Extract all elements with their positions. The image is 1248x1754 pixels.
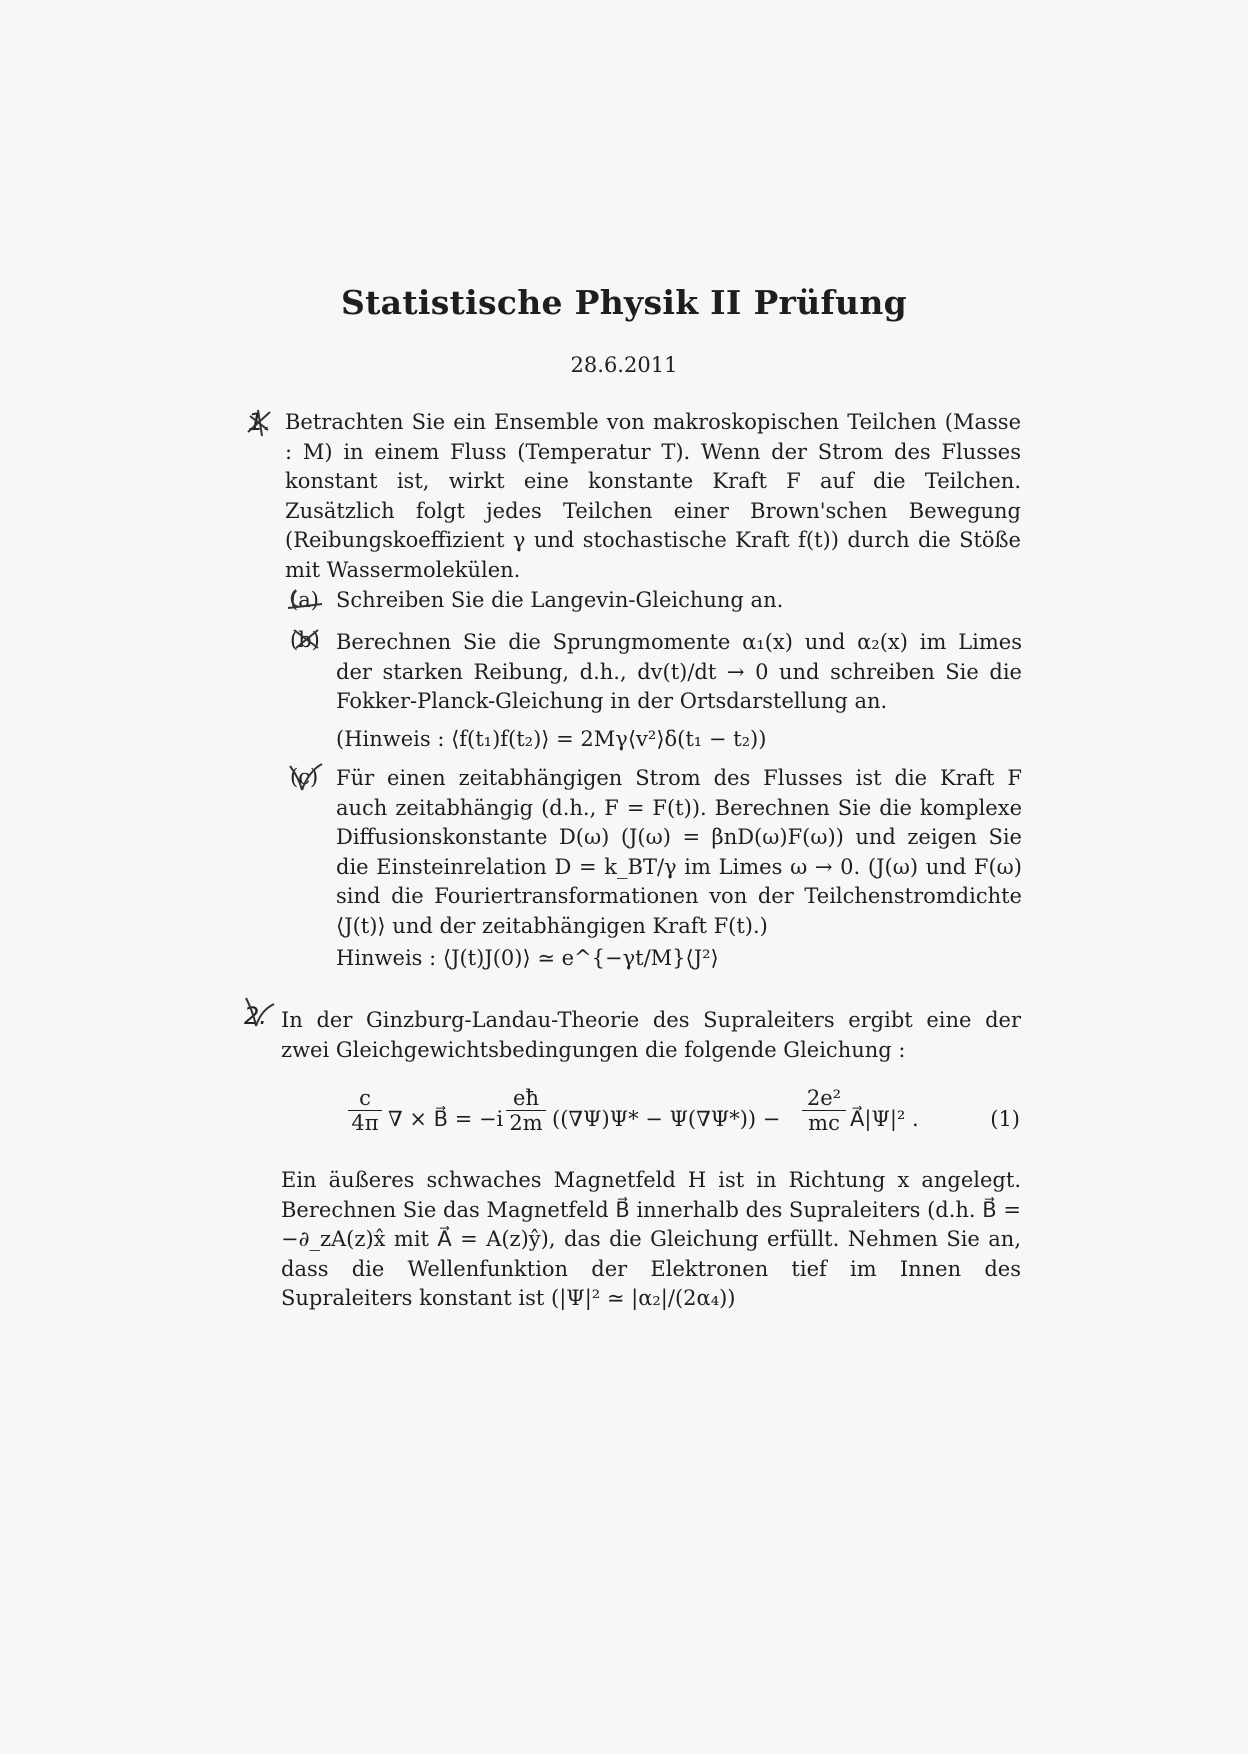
problem-1b-label: (b) <box>290 628 320 652</box>
problem-1b-hint: (Hinweis : ⟨f(t₁)f(t₂)⟩ = 2Mγ⟨v²⟩δ(t₁ − t₂)) <box>336 727 767 751</box>
problem-1a-text: Schreiben Sie die Langevin-Gleichung an. <box>336 588 784 612</box>
page-title: Statistische Physik II Prüfung <box>340 283 907 322</box>
problem-1b-handwritten-mark <box>288 624 328 654</box>
problem-2-text-continued: Ein äußeres schwaches Magnetfeld H ist in Richtung x angelegt. Berechnen Sie das Magnetfeld B⃗ innerhalb des Supraleiters (d.h. B⃗ = −∂_zA(z)x̂ mit A⃗ = A(z)ŷ), das die Gleichung erfüllt. Nehmen Sie an, dass die Wellenfunktion der Elektronen tief im Innen des Supraleiters konstant ist (|Ψ|² ≃ |α₂|/(2α₄)) <box>281 1168 1021 1310</box>
eq-fraction-2e2-over-mc <box>802 1086 846 1135</box>
eq-fraction-3-numerator: 2e² <box>802 1086 846 1111</box>
problem-1c-label: (c) <box>290 765 319 789</box>
problem-1a-handwritten-mark <box>286 586 326 614</box>
eq-fraction-2-denominator: 2m <box>509 1111 543 1135</box>
problem-1c-text: Für einen zeitabhängigen Strom des Flusses ist die Kraft F auch zeitabhängig (d.h., F = F(t)). Berechnen Sie die komplexe Diffusionskonstante D(ω) (J(ω) = βnD(ω)F(ω)) und zeigen Sie die Einsteinrelation D = k_BT/γ im Limes ω → 0. (J(ω) und F(ω) sind die Fouriertransformationen von der Teilchenstromdichte ⟨J(t)⟩ und der zeitabhängigen Kraft F(t).) <box>336 766 1022 938</box>
problem-1-number: 1. <box>248 408 271 436</box>
eq-tail: A⃗|Ψ|² . <box>850 1107 919 1131</box>
exam-date: 28.6.2011 <box>570 353 678 377</box>
eq-lhs: ∇ × B⃗ = −i <box>388 1107 504 1131</box>
eq-fraction-1-denominator: 4π <box>351 1111 379 1135</box>
problem-2-handwritten-mark <box>240 994 276 1030</box>
eq-middle: ((∇Ψ)Ψ* − Ψ(∇Ψ*)) − <box>552 1107 781 1131</box>
problem-1c-handwritten-mark <box>286 760 326 794</box>
problem-1a-label: (a) <box>290 588 319 612</box>
eq-fraction-ehbar-over-2m <box>506 1086 546 1135</box>
problem-1-handwritten-mark <box>244 406 276 438</box>
problem-1b-text: Berechnen Sie die Sprungmomente α₁(x) und α₂(x) im Limes der starken Reibung, d.h., dv(t)/dt → 0 und schreiben Sie die Fokker-Planck-Gleichung in der Ortsdarstellung an. <box>336 630 1022 713</box>
eq-fraction-1-numerator: c <box>348 1086 382 1111</box>
problem-1c-hint: Hinweis : ⟨J(t)J(0)⟩ ≃ e^{−γt/M}⟨J²⟩ <box>336 946 719 970</box>
eq-fraction-2-numerator: eħ <box>506 1086 546 1111</box>
equation-1 <box>340 1086 1020 1158</box>
problem-2-text: In der Ginzburg-Landau-Theorie des Supraleiters ergibt eine der zwei Gleichgewichtsbedingungen die folgende Gleichung : <box>281 1008 1021 1062</box>
eq-fraction-c-over-4pi <box>348 1086 382 1135</box>
equation-number: (1) <box>990 1107 1020 1131</box>
eq-fraction-3-denominator: mc <box>808 1111 840 1135</box>
problem-1-text: Betrachten Sie ein Ensemble von makroskopischen Teilchen (Masse : M) in einem Fluss (Temperatur T). Wenn der Strom des Flusses konstant ist, wirkt eine konstante Kraft F auf die Teilchen. Zusätzlich folgt jedes Teilchen einer Brown'schen Bewegung (Reibungskoeffizient γ und stochastische Kraft f(t)) durch die Stöße mit Wassermolekülen. <box>285 410 1021 582</box>
problem-2-number: 2. <box>244 1002 267 1030</box>
